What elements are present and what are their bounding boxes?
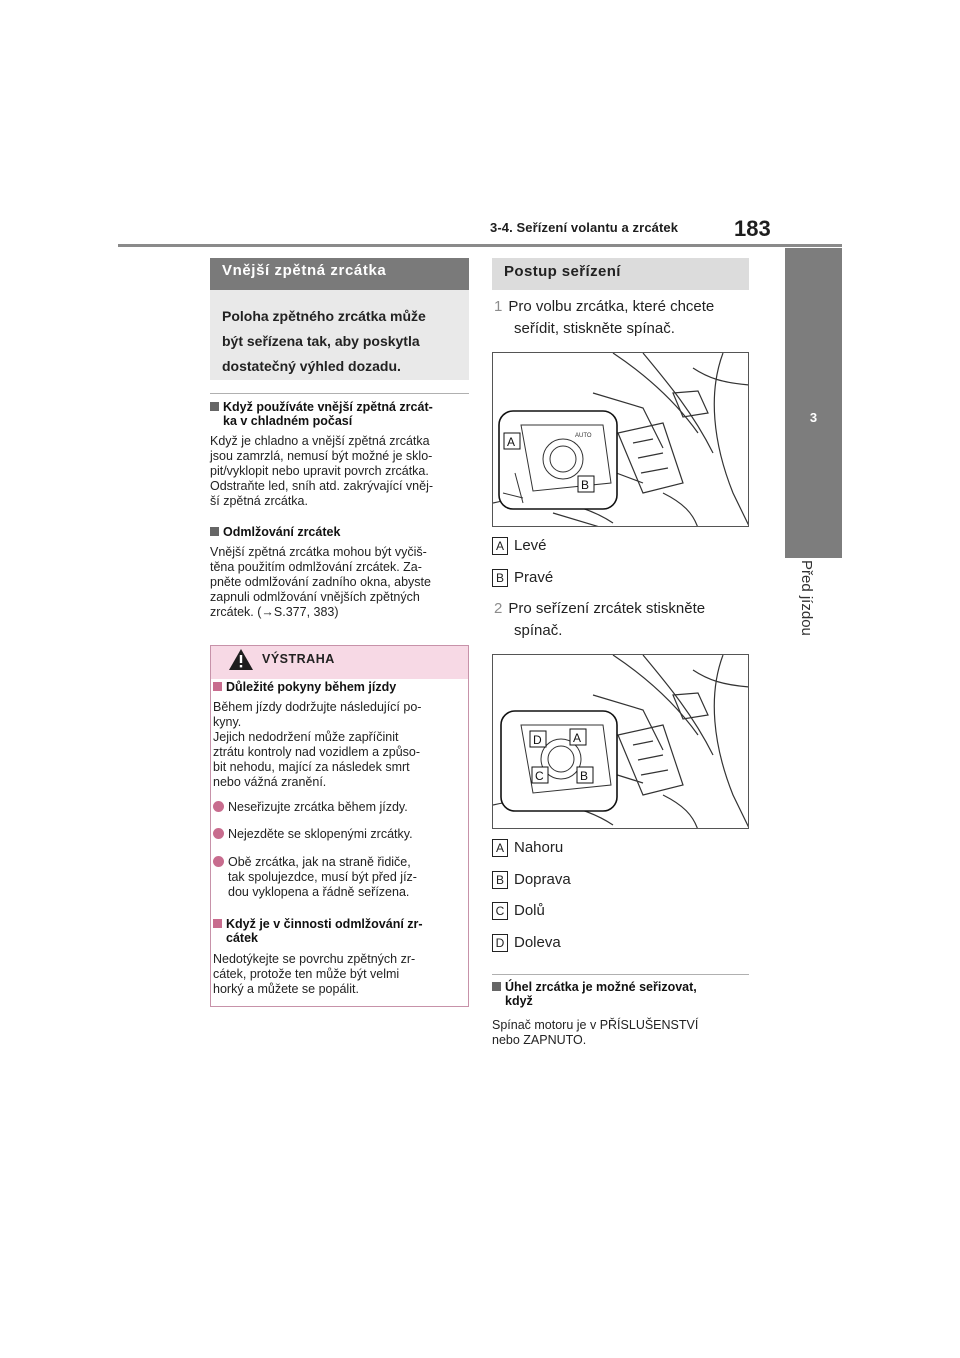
dashboard-illustration: [493, 353, 749, 527]
intro-line: být seřízena tak, aby poskytla: [222, 333, 420, 349]
right-section-title: Postup seřízení: [492, 258, 749, 290]
warning-title: VÝSTRAHA: [262, 652, 335, 666]
note-heading: Úhel zrcátka je možné seřizovat, když: [492, 980, 752, 1008]
img2-label-a: A: [573, 731, 582, 745]
dashboard-illustration: [493, 655, 749, 829]
divider: [492, 974, 749, 975]
svg-text:AUTO: AUTO: [575, 433, 592, 439]
intro-line: Poloha zpětného zrcátka může: [222, 308, 426, 324]
chapter-label: Před jízdou: [798, 560, 815, 636]
intro-box: [210, 290, 469, 380]
legend-item: B Pravé: [492, 569, 692, 589]
warning-body-defog: Nedotýkejte se povrchu zpětných zr- cátek, protože ten může být velmi horký a můžete se popálit.: [213, 952, 416, 996]
cold-weather-heading: Když používáte vnější zpětná zrcát- ka v chladném počasí: [210, 400, 472, 428]
warning-heading-driving: Důležité pokyny během jízdy: [213, 680, 465, 694]
defog-body: Vnější zpětná zrcátka mohou být vyčiš- těna použitím odmlžování zrcátek. Za- pněte odmlžování zadního okna, abyste zapnuli odmlžování vnějších zpětných zrcátek. (→S.377, 383): [210, 545, 431, 619]
square-marker-icon: [210, 402, 219, 411]
img1-label-b: B: [581, 478, 590, 492]
img2-label-c: C: [535, 769, 544, 783]
defog-heading: Odmlžování zrcátek: [210, 525, 472, 539]
legend-item: A Levé: [492, 537, 692, 557]
illustration-mirror-adjust: [492, 654, 749, 829]
square-marker-icon: [210, 527, 219, 536]
square-marker-icon: [213, 919, 222, 928]
warning-triangle-icon: [228, 648, 254, 671]
bullet-icon: [213, 856, 224, 867]
warning-body-driving: Během jízdy dodržujte následující po- kyny. Jejich nedodržení může zapříčinit ztrátu kontroly nad vozidlem a způso- bit nehodu, mající za následek smrt nebo vážná zranění.: [213, 700, 422, 789]
intro-line: dostatečný výhled dozadu.: [222, 358, 401, 374]
legend-item: B Doprava: [492, 871, 692, 891]
square-marker-icon: [492, 982, 501, 991]
step-2: 2 Pro seřízení zrcátek stiskněte spínač.: [494, 600, 706, 639]
note-body: Spínač motoru je v PŘÍSLUŠENSTVÍ nebo ZAPNUTO.: [492, 1018, 699, 1047]
bullet-icon: [213, 828, 224, 839]
warning-bullet: Nejezděte se sklopenými zrcátky.: [213, 827, 465, 842]
legend-item: A Nahoru: [492, 839, 692, 859]
divider: [210, 393, 469, 394]
illustration-mirror-select: [492, 352, 749, 527]
img2-label-b: B: [580, 769, 589, 783]
warning-bullet: Obě zrcátka, jak na straně řidiče, tak spolujezdce, musí být před jíz- dou vyklopena a řádně seřízena.: [213, 855, 465, 900]
chapter-tab: [785, 248, 842, 558]
left-section-title: Vnější zpětná zrcátka: [210, 258, 469, 290]
page-number: 183: [734, 216, 771, 241]
legend-item: D Doleva: [492, 934, 692, 954]
chapter-number: 3: [809, 410, 818, 425]
bullet-icon: [213, 801, 224, 812]
header-divider: [118, 244, 842, 247]
step-1: 1 Pro volbu zrcátka, které chcete seřídit, stiskněte spínač.: [494, 298, 715, 337]
img1-label-a: A: [507, 435, 516, 449]
img2-label-d: D: [533, 733, 542, 747]
square-marker-icon: [213, 682, 222, 691]
warning-heading-defog: Když je v činnosti odmlžování zr- cátek: [213, 917, 465, 945]
legend-item: C Dolů: [492, 902, 692, 922]
cold-weather-body: Když je chladno a vnější zpětná zrcátka jsou zamrzlá, nemusí být možné je sklo- pit/vyklopit nebo upravit povrch zrcátka. Odstraňte led, sníh atd. zakrývající vněj- ší zpětná zrcátka.: [210, 434, 434, 508]
section-title: 3-4. Seřízení volantu a zrcátek: [490, 220, 679, 235]
warning-bullet: Neseřizujte zrcátka během jízdy.: [213, 800, 465, 815]
